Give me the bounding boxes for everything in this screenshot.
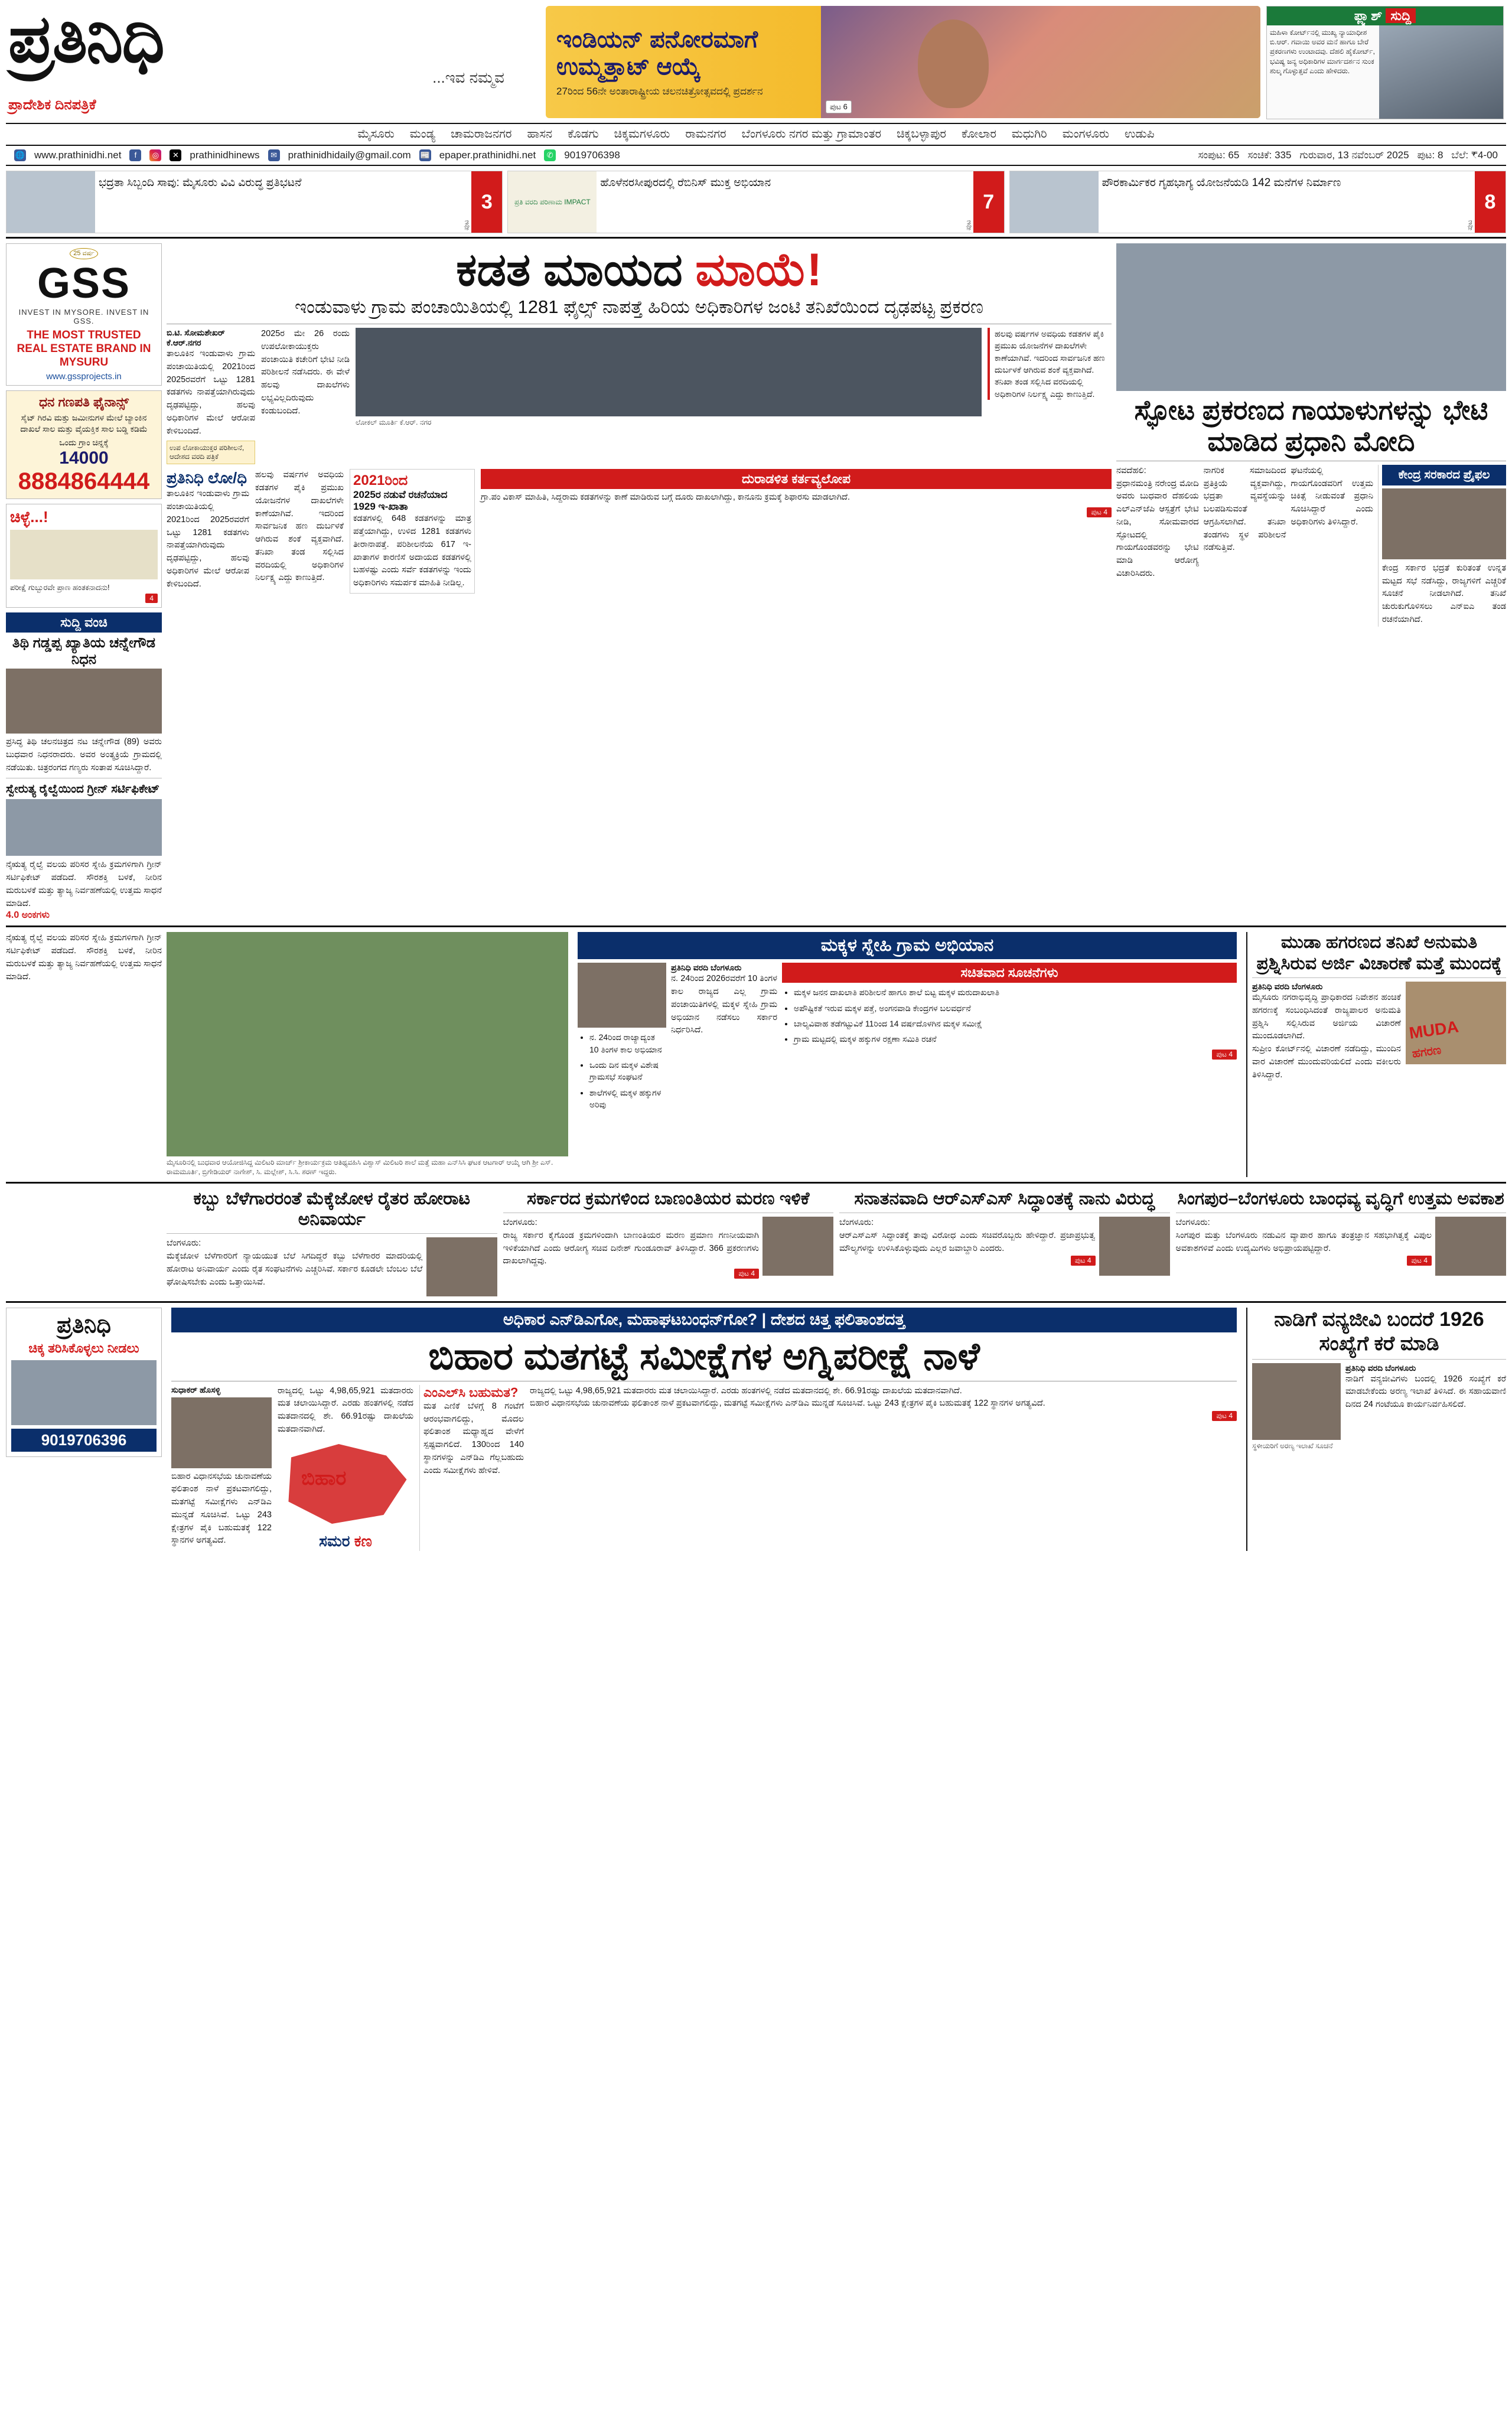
facebook-icon[interactable]: f: [129, 149, 141, 161]
teaser-item[interactable]: [6, 171, 503, 233]
gss-years-badge: 25 ವರ್ಷ: [70, 248, 98, 259]
main-content: [0, 243, 1512, 921]
story-photo: [762, 1217, 833, 1276]
makkala-official-photo: [578, 963, 666, 1028]
story-headline: ಕಬ್ಬು ಬೆಳೆಗಾರರಂತೆ ಮೆಕ್ಕೆಜೋಳ ರೈತರ ಹೋರಾಟ ಅನಿವಾರ್ಯ: [193, 1188, 471, 1230]
story-dateline: ಬೆಂಗಳೂರು:: [839, 1218, 874, 1228]
footer-ad-phone: 9019706396: [11, 1429, 157, 1452]
makkala-notice-item: • ಬಾಲ್ಯವಿವಾಹ ತಡೆಗಟ್ಟುವಿಕೆ 11ರಿಂದ 14 ವರ್ಷದೊಳಗಿನ ಮಕ್ಕಳ ಸಮೀಕ್ಷೆ: [794, 1018, 1237, 1029]
bihar-logo-sub2: ಕಣ: [354, 1531, 372, 1550]
bihar-logo-text: [301, 1467, 346, 1490]
duty-box-body: ಗ್ರಾ.ಪಂ ವಿಕಾಸ್ ಮಾಹಿತಿ, ಸಿದ್ದರಾಮ ಕಡತಗಳನ್ನು ಕಾಣೆ ಮಾಡಿರುವ ಬಗ್ಗೆ ದೂರು ದಾಖಲಾಗಿದ್ದು, ಕಾನೂನು ಕ್ರಮಕ್ಕೆ ಶಿಫಾರಸು ಮಾಡಲಾಗಿದೆ.: [481, 493, 850, 503]
lead-sidebar-note: ಉಪ ಲೋಕಾಯುಕ್ತರ ಪರಿಶೀಲನೆ, ಆದೇಶದ ವರದಿ ಪತ್ರಿಕೆ: [167, 441, 255, 464]
modi-col3: ಘಟನೆಯಲ್ಲಿ ಗಾಯಗೊಂಡವರಿಗೆ ಉತ್ತಮ ಚಿಕಿತ್ಸೆ ನೀಡುವಂತೆ ಪ್ರಧಾನಿ ಸೂಚಿಸಿದ್ದಾರೆ ಎಂದು ಅಧಿಕಾರಿಗಳು ತಿಳಿಸಿದ್ದಾರೆ.: [1291, 465, 1374, 527]
left-ad-column: [6, 243, 162, 921]
promo-photo: [821, 6, 1260, 118]
bihar-byline: ಸುಧಾಕರ್ ಹೊಸಳ್ಳಿ: [171, 1384, 221, 1394]
divider: [6, 237, 1506, 239]
bihar-page-ref[interactable]: ಪುಟ 4: [1212, 1411, 1237, 1421]
bihar-samarakana-logo: [278, 1440, 413, 1529]
bihar-body2: ರಾಜ್ಯದಲ್ಲಿ ಒಟ್ಟು 4,98,65,921 ಮತದಾರರು ಮತ ಚಲಾಯಿಸಿದ್ದಾರೆ. ಎರಡು ಹಂತಗಳಲ್ಲಿ ನಡೆದ ಮತದಾನದಲ್ಲಿ ಶೇ. 66.91ರಷ್ಟು ದಾಖಲೆಯ ಮತದಾನವಾಗಿದೆ.: [530, 1386, 962, 1396]
story-card: [167, 1188, 497, 1297]
story-photo: [1099, 1217, 1170, 1276]
lead-photo-office: [356, 328, 982, 416]
flash-label-left: ಫ್ಲ್ಯಾಶ್: [1354, 8, 1383, 23]
website-link[interactable]: www.prathinidhi.net: [34, 149, 122, 161]
four-story-row: [0, 1188, 1512, 1297]
muda-stamp-top: MUDA: [1407, 1017, 1460, 1043]
story-headline: ಸರ್ಕಾರದ ಕ್ರಮಗಳಿಂದ ಬಾಣಂತಿಯರ ಮರಣ ಇಳಿಕೆ: [527, 1188, 810, 1208]
prathinidhi-footer-ad[interactable]: [6, 1308, 162, 1456]
teaser-page-number: 8: [1475, 171, 1506, 233]
globe-icon: 🌐: [14, 149, 26, 161]
lead-story: [167, 243, 1112, 921]
finance-phone: 8884864444: [18, 468, 150, 495]
teaser-page-number: 3: [471, 171, 502, 233]
teaser-page-label: ಪುಟ: [1465, 220, 1474, 230]
makkala-bullet: • ಒಂದು ದಿನ ಮಕ್ಕಳ ವಿಶೇಷ ಗ್ರಾಮಸಭೆ ಸಂಘಟನೆ: [589, 1059, 666, 1083]
divider: [6, 1182, 1506, 1184]
section-title-suddi: ಸುದ್ದಿ ವಂಚಿ: [6, 612, 162, 633]
story-card: [503, 1188, 834, 1297]
prathinidhi-logo-inline: ಪ್ರತಿನಿಧಿ ಲೋ/ಧಿ: [167, 469, 247, 487]
muda-para2: ಸುಪ್ರೀಂ ಕೋರ್ಟ್‌ನಲ್ಲಿ ವಿಚಾರಣೆ ನಡೆದಿದ್ದು, ಮುಂದಿನ ವಾರ ವಿಚಾರಣೆ ಮುಂದುವರಿಯಲಿದೆ ಎಂದು ವಕೀಲರು ತಿಳಿಸಿದ್ದಾರೆ.: [1252, 1044, 1401, 1080]
lead-headline-part1: ಕಡತ ಮಾಯದ: [456, 243, 696, 295]
makkala-notice-item: • ಅಪೌಷ್ಟಿಕತೆ ಇರುವ ಮಕ್ಕಳ ಪತ್ತೆ, ಅಂಗನವಾಡಿ ಕೇಂದ್ರಗಳ ಬಲವರ್ಧನೆ: [794, 1002, 1237, 1014]
city-item: ಮಧುಗಿರಿ: [1011, 128, 1047, 141]
makkala-notice-item: • ಗ್ರಾಮ ಮಟ್ಟದಲ್ಲಿ ಮಕ್ಕಳ ಹಕ್ಕುಗಳ ರಕ್ಷಣಾ ಸಮಿತಿ ರಚನೆ: [794, 1033, 1237, 1045]
stat-box-title1: 2021ರಿಂದ: [353, 472, 408, 489]
gss-headline: THE MOST TRUSTED REAL ESTATE BRAND IN MYSURU: [17, 329, 151, 369]
promo-subtitle: 27ರಿಂದ 56ನೇ ಅಂತಾರಾಷ್ಟ್ರೀಯ ಚಲನಚಿತ್ರೋತ್ಸವದಲ್ಲಿ ಪ್ರದರ್ಶನ: [556, 85, 763, 97]
epaper-link[interactable]: epaper.prathinidhi.net: [439, 149, 536, 161]
story-dateline: ಬೆಂಗಳೂರು:: [167, 1239, 201, 1249]
bihar-body1: ಬಿಹಾರ ವಿಧಾನಸಭೆಯ ಚುನಾವಣೆಯ ಫಲಿತಾಂಶ ನಾಳೆ ಪ್ರಕಟವಾಗಲಿದ್ದು, ಮತಗಟ್ಟೆ ಸಮೀಕ್ಷೆಗಳು ಎನ್‌ಡಿಎ ಮುನ್ನಡೆ ಸೂಚಿಸಿವೆ. ಒಟ್ಟು 243 ಕ್ಷೇತ್ರಗಳ ಪೈಕಿ ಬಹುಮತಕ್ಕೆ 122 ಸ್ಥಾನಗಳ ಅಗತ್ಯವಿದೆ.: [171, 1471, 272, 1546]
newspaper-title: ಪ್ರತಿನಿಧಿ: [8, 2, 164, 76]
modi-para: ಪ್ರಧಾನಮಂತ್ರಿ ನರೇಂದ್ರ ಮೋದಿ ಅವರು ಬುಧವಾರ ದೆಹಲಿಯ ಎಲ್‌ಎನ್‌ಜೆಪಿ ಆಸ್ಪತ್ರೆಗೆ ಭೇಟಿ ನೀಡಿ, ಸೋಮವಾರದ ಸ್ಫೋಟದಲ್ಲಿ ಗಾಯಗೊಂಡವರನ್ನು ಭೇಟಿ ಮಾಡಿ ಆರೋಗ್ಯ ವಿಚಾರಿಸಿದರು.: [1116, 478, 1199, 578]
muda-photo: [1406, 982, 1506, 1064]
teaser-impact-stamp: [508, 171, 597, 233]
finance-title: ಧನ ಗಣಪತಿ ಫೈನಾನ್ಸ್: [38, 395, 129, 410]
footer-ad-line: ಚಿಕ್ಕ ತರಿಸಿಕೊಳ್ಳಲು ನೀಡಲು: [28, 1341, 139, 1356]
story-photo: [426, 1237, 497, 1296]
footer-ad-image: [11, 1360, 157, 1425]
story-body: ಮೆಕ್ಕೆಜೋಳ ಬೆಳೆಗಾರರಿಗೆ ನ್ಯಾಯಯುತ ಬೆಲೆ ಸಿಗದಿದ್ದರೆ ಕಬ್ಬು ಬೆಳೆಗಾರರ ಮಾದರಿಯಲ್ಲಿ ಹೋರಾಟ ಅನಿವಾರ್ಯ ಎಂದು ರೈತ ಸಂಘಟನೆಗಳು ಎಚ್ಚರಿಸಿವೆ. ಸರ್ಕಾರ ಕೂಡಲೇ ಬೆಂಬಲ ಬೆಲೆ ಘೋಷಿಸಬೇಕು ಎಂದು ಒತ್ತಾಯಿಸಿವೆ.: [167, 1252, 423, 1287]
city-item: ಕೋಲಾರ: [961, 128, 996, 141]
city-item: ಚಿಕ್ಕಮಗಳೂರು: [614, 128, 670, 141]
lead-para2: 2025ರ ಮೇ 26 ರಂದು ಉಪಲೋಕಾಯುಕ್ತರು ಪಂಚಾಯಿತಿ ಕಚೇರಿಗೆ ಭೇಟಿ ನೀಡಿ ಪರಿಶೀಲನೆ ನಡೆಸಿದರು. ಈ ವೇಳೆ ಹಲವು ದಾಖಲೆಗಳು ಲಭ್ಯವಿಲ್ಲದಿರುವುದು ಕಂಡುಬಂದಿದೆ.: [261, 329, 350, 416]
modi-story: [1116, 243, 1506, 921]
teaser-photo: [1010, 171, 1099, 233]
muda-byline: ಪ್ರತಿನಿಧಿ ವರದಿ ಬೆಂಗಳೂರು: [1252, 982, 1323, 992]
gss-subtitle: INVEST IN MYSORE. INVEST IN GSS.: [18, 308, 149, 325]
cartoon-title: ಚಿಳ್ಳೆ...!: [10, 508, 48, 526]
lead-headline: [167, 243, 1112, 295]
story-page-ref[interactable]: ಪುಟ 4: [1407, 1256, 1432, 1266]
central-govt-box-title: ಕೇಂದ್ರ ಸರಕಾರದ ಪ್ರೈಫಲ: [1382, 465, 1506, 485]
issue-label: ಸಂಚಿಕೆ: 335: [1247, 149, 1292, 161]
story-headline: ಸಿಂಗಪುರ–ಬೆಂಗಳೂರು ಬಾಂಧವ್ಯ ವೃದ್ಧಿಗೆ ಉತ್ತಮ ಅವಕಾಶ: [1177, 1188, 1504, 1208]
modi-dateline: ನವದೆಹಲಿ:: [1116, 465, 1146, 475]
story-dateline: ಬೆಂಗಳೂರು:: [1175, 1218, 1210, 1228]
flash-news-photo: [1379, 25, 1503, 119]
modi-headline: ಸ್ಫೋಟ ಪ್ರಕರಣದ ಗಾಯಾಳುಗಳನ್ನು ಭೇಟಿ ಮಾಡಿದ ಪ್ರಧಾನಿ ಮೋದಿ: [1134, 395, 1488, 457]
flash-news-header: [1267, 6, 1503, 25]
contact-strip: [6, 146, 1506, 166]
central-govt-box-text: ಕೇಂದ್ರ ಸರ್ಕಾರ ಭದ್ರತೆ ಕುರಿತಂತೆ ಉನ್ನತ ಮಟ್ಟದ ಸಭೆ ನಡೆಸಿದ್ದು, ರಾಜ್ಯಗಳಿಗೆ ಎಚ್ಚರಿಕೆ ಸೂಚನೆ ನೀಡಲಾಗಿದೆ. ತನಿಖೆ ಚುರುಕುಗೊಳಿಸಲು ಎನ್‌ಐಎ ತಂಡ ರಚನೆಯಾಗಿದೆ.: [1382, 563, 1507, 624]
wildlife-byline: ಪ್ರತಿನಿಧಿ ವರದಿ ಬೆಂಗಳೂರು: [1345, 1363, 1416, 1373]
wildlife-headline: ನಾಡಿಗೆ ವನ್ಯಜೀವಿ ಬಂದರೆ 1926 ಸಂಖ್ಯೆಗೆ ಕರೆ ಮಾಡಿ: [1274, 1308, 1484, 1355]
promo-page-badge: ಪುಟ 6: [826, 100, 852, 113]
lead-para1: ತಾಲೂಕಿನ ಇಂಡುವಾಳು ಗ್ರಾಮ ಪಂಚಾಯಿತಿಯಲ್ಲಿ 2021ರಿಂದ 2025ರವರೆಗೆ ಒಟ್ಟು 1281 ಕಡತಗಳು ನಾಪತ್ತೆಯಾಗಿರುವುದು ದೃಢಪಟ್ಟಿದ್ದು, ಹಲವು ಅಧಿಕಾರಿಗಳ ಮೇಲೆ ಆರೋಪ ಕೇಳಿಬಂದಿದೆ.: [167, 349, 255, 436]
story-page-ref[interactable]: ಪುಟ 4: [734, 1269, 759, 1279]
teaser-text: ಹೊಳೆನರಸೀಪುರದಲ್ಲಿ ರೆಬಿನಿಸ್ ಮುಕ್ತ ಅಭಿಯಾನ: [600, 177, 771, 189]
email-address[interactable]: prathinidhidaily@gmail.com: [288, 149, 411, 161]
teaser-text: ಪೌರಕಾರ್ಮಿಕರ ಗೃಹಭಾಗ್ಯ ಯೋಜನೆಯಡಿ 142 ಮನೆಗಳ ನಿರ್ಮಾಣ: [1102, 177, 1341, 189]
city-item: ಹಾಸನ: [527, 128, 553, 141]
email-icon: ✉: [268, 149, 280, 161]
x-twitter-icon[interactable]: ✕: [170, 149, 181, 161]
flash-label-right: ಸುದ್ದಿ: [1386, 8, 1416, 23]
contact-phone: 9019706398: [564, 149, 620, 161]
divider: [6, 925, 1506, 927]
teaser-page-label: ಪುಟ: [462, 220, 471, 230]
lead-pullquote: ಹಲವು ವರ್ಷಗಳ ಅವಧಿಯ ಕಡತಗಳ ಪೈಕಿ ಪ್ರಮುಖ ಯೋಜನೆಗಳ ದಾಖಲೆಗಳೇ ಕಾಣೆಯಾಗಿವೆ. ಇದರಿಂದ ಸಾರ್ವಜನಿಕ ಹಣ ದುರ್ಬಳಕೆ ಆಗಿರುವ ಶಂಕೆ ವ್ಯಕ್ತವಾಗಿದೆ. ತನಿಖಾ ತಂಡ ಸಲ್ಲಿಸಿದ ವರದಿಯಲ್ಲಿ ಅಧಿಕಾರಿಗಳ ನಿರ್ಲಕ್ಷ್ಯ ಎದ್ದು ಕಾಣುತ್ತಿದೆ.: [988, 328, 1112, 400]
newspaper-tagline: ಪ್ರಾದೇಶಿಕ ದಿನಪತ್ರಿಕೆ: [8, 97, 96, 113]
muda-text: ಮೈಸೂರು ನಗರಾಭಿವೃದ್ಧಿ ಪ್ರಾಧಿಕಾರದ ನಿವೇಶನ ಹಂಚಿಕೆ ಹಗರಣಕ್ಕೆ ಸಂಬಂಧಿಸಿದಂತೆ ರಾಜ್ಯಪಾಲರ ಅನುಮತಿ ಪ್ರಶ್ನಿಸಿ ಸಲ್ಲಿಸಿರುವ ಅರ್ಜಿಯ ವಿಚಾರಣೆ ಮುಂದೂಡಲಾಗಿದೆ.: [1252, 993, 1401, 1041]
bihar-analyst-photo: [171, 1397, 272, 1468]
ncc-photo-caption: ಮೈಸೂರಿನಲ್ಲಿ ಬುಧವಾರ ಆಯೋಜಿಸಿದ್ದ ಮಿಲಿಟರಿ ಮಾರ್ಚ್ ಶ್ರೀಕಾರ್ಯಕ್ರಮ ಆತಿಥ್ಯವಹಿಸಿ ವಿಶ್ವಾಸ್ ಮಿಲಿಟರಿ ಶಾಲೆ ಮತ್ತೆ ಮಹಾ ಎನ್‌ಸಿಸಿ ಘಟಕ ಆಟಗಾರ್ ಆಯ್ಕೆ ಆಗಿ ಶ್ರೀ ಎಸ್. ರಾಮಮೂರ್ತಿ, ಬ್ರಿಗೇಡಿಯರ್ ನಾಗೇಶ್, ಸಿ. ಮಲ್ಲೇಶ್, ಸಿ.ಸಿ. ಶರಣ್ ಇದ್ದರು.: [167, 1158, 553, 1176]
teaser-text: ಭದ್ರತಾ ಸಿಬ್ಬಂದಿ ಸಾವು: ಮೈಸೂರು ವಿವಿ ವಿರುದ್ಧ ಪ್ರತಿಭಟನೆ: [99, 177, 302, 189]
finance-amount: 14000: [59, 448, 109, 468]
price-label: ಬೆಲೆ: ₹4-00: [1451, 149, 1498, 161]
modi-hospital-photo: [1116, 243, 1506, 391]
finance-line2: ಒಂದು ಗ್ರಾಂ ಚಿನ್ನಕ್ಕೆ: [59, 438, 109, 448]
city-item: ಉಡುಪಿ: [1124, 128, 1155, 141]
wildlife-story: [1246, 1308, 1506, 1550]
makkala-notice-item: • ಮಕ್ಕಳ ಜನನ ದಾಖಲಾತಿ ಪರಿಶೀಲನೆ ಹಾಗೂ ಶಾಲೆ ಬಿಟ್ಟ ಮಕ್ಕಳ ಮರುದಾಖಲಾತಿ: [794, 986, 1237, 998]
newspaper-tagline-small: ...ಇವ ನಮ್ಮವ: [432, 69, 504, 86]
story-headline: ಸನಾತನವಾದಿ ಆರ್‌ಎಸ್‌ಎಸ್ ಸಿದ್ಧಾಂತಕ್ಕೆ ನಾನು ವಿರುದ್ಧ: [854, 1188, 1155, 1208]
bihar-headline: ಬಿಹಾರ ಮತಗಟ್ಟೆ ಸಮೀಕ್ಷೆಗಳ ಅಗ್ನಿಪರೀಕ್ಷೆ ನಾಳೆ: [428, 1335, 980, 1378]
bihar-kicker: ಅಧಿಕಾರ ಎನ್‌ಡಿಎಗೋ, ಮಹಾಘಟಬಂಧನ್‌ಗೋ? | ದೇಶದ ಚಿತ್ತ ಫಲಿತಾಂಶದತ್ತ: [171, 1308, 1237, 1332]
flash-news-text: ಮಹಿಳಾ ಕೋರ್ಟ್‌ನಲ್ಲಿ ಮುಖ್ಯ ನ್ಯಾಯಾಧೀಶ ಬಿ.ಆರ್. ಗವಾಯಿ ಅವರ ಮನೆ ಹಾಗೂ ಬೇರೆ ಪ್ರಕರಣಗಳು ಉಂಟಾದವು. ದೆಹಲಿ ಹೈಕೋರ್ಟ್, ಭವಿಷ್ಯ ಜನ್ಯ ಅಧಿಕಾರಿಗಳ ಮಾರ್ಗದರ್ಶನ ಸುಂಕ ಶುಲ್ಕ ಗೊಳ್ಳುತ್ತವೆ ಎಂದು ಹೇಳಿದರು.: [1270, 28, 1375, 75]
central-govt-photo: [1382, 488, 1506, 559]
gss-url[interactable]: www.gssprojects.in: [46, 371, 122, 382]
teaser-bar: [0, 166, 1512, 237]
city-item: ಕೊಡಗು: [568, 128, 599, 141]
city-item: ರಾಮನಗರ: [685, 128, 726, 141]
stat-box-title2: 2025ರ ನಡುವೆ ರಚನೆಯಾದ 1929 ಇ-ಖಾತಾ: [353, 489, 448, 513]
makkala-notice-title: ಸಚಿತವಾದ ಸೂಚನೆಗಳು: [782, 963, 1237, 983]
bihar-story: [167, 1308, 1241, 1550]
cartoon-ad: [6, 504, 162, 608]
bihar-body1-cont: ರಾಜ್ಯದಲ್ಲಿ ಒಟ್ಟು 4,98,65,921 ಮತದಾರರು ಮತ ಚಲಾಯಿಸಿದ್ದಾರೆ. ಎರಡು ಹಂತಗಳಲ್ಲಿ ನಡೆದ ಮತದಾನದಲ್ಲಿ ಶೇ. 66.91ರಷ್ಟು ದಾಖಲೆಯ ಮತದಾನವಾಗಿದೆ.: [278, 1386, 413, 1434]
lead-headline-highlight: ಮಾಯೆ!: [695, 243, 822, 295]
page-count: ಪುಟ: 8: [1417, 149, 1443, 161]
mid-left-filler: [6, 932, 162, 1176]
bottom-band: [0, 1308, 1512, 1550]
railway-body: ನೈಋತ್ಯ ರೈಲ್ವೆ ವಲಯ ಪರಿಸರ ಸ್ನೇಹಿ ಕ್ರಮಗಳಿಗಾಗಿ ಗ್ರೀನ್ ಸರ್ಟಿಫಿಕೇಟ್ ಪಡೆದಿದೆ. ಸೌರಶಕ್ತಿ ಬಳಕೆ, ನೀರಿನ ಮರುಬಳಕೆ ಮತ್ತು ತ್ಯಾಜ್ಯ ನಿರ್ವಹಣೆಯಲ್ಲಿ ಉತ್ತಮ ಸಾಧನೆ ಮಾಡಿದೆ.: [6, 860, 162, 908]
city-item: ಮಂಡ್ಯ: [409, 128, 436, 141]
mid-band: [0, 932, 1512, 1176]
story-card: [839, 1188, 1170, 1297]
story-dateline: ಬೆಂಗಳೂರು:: [503, 1218, 537, 1228]
story-body: ಸಿಂಗಪುರ ಮತ್ತು ಬೆಂಗಳೂರು ನಡುವಿನ ವ್ಯಾಪಾರ ಹಾಗೂ ತಂತ್ರಜ್ಞಾನ ಸಹಭಾಗಿತ್ವಕ್ಕೆ ವಿಪುಲ ಅವಕಾಶಗಳಿವೆ ಎಂದು ಉದ್ಯಮಿಗಳು ಅಭಿಪ್ರಾಯಪಟ್ಟಿದ್ದಾರೆ.: [1175, 1230, 1432, 1253]
city-item: ಚಿಕ್ಕಬಳ್ಳಾಪುರ: [897, 128, 946, 141]
modi-col2: ನಾಗರಿಕ ಸಮಾಜದಿಂದ ಪ್ರತಿಕ್ರಿಯೆ ವ್ಯಕ್ತವಾಗಿದ್ದು, ಭದ್ರತಾ ವ್ಯವಸ್ಥೆಯನ್ನು ಬಲಪಡಿಸುವಂತೆ ಆಗ್ರಹಿಸಲಾಗಿದೆ. ತನಿಖಾ ತಂಡಗಳು ಸ್ಥಳ ಪರಿಶೀಲನೆ ನಡೆಸುತ್ತಿವೆ.: [1203, 465, 1286, 553]
impact-stamp-text: ಪ್ರತಿ ವರದಿ ಪರಿಣಾಮ IMPACT: [514, 197, 591, 206]
teaser-photo: [6, 171, 95, 233]
cartoon-image: [10, 530, 158, 579]
bihar-question-title: ಎಂಎಲ್‌ಸಿ ಬಹುಮತ?: [423, 1384, 519, 1400]
social-handle[interactable]: prathinidhinews: [190, 149, 260, 161]
city-item: ಮೈಸೂರು: [357, 128, 395, 141]
makkala-story: [573, 932, 1241, 1176]
railway-photo: [6, 799, 162, 856]
footer-ad-title: ಪ್ರತಿನಿಧಿ: [57, 1313, 111, 1338]
story-card: [1176, 1188, 1507, 1297]
gss-ad[interactable]: [6, 243, 162, 386]
muda-headline: ಮುಡಾ ಹಗರಣದ ತನಿಖೆ ಅನುಮತಿ ಪ್ರಶ್ನಿಸಿರುವ ಅರ್ಜಿ ವಿಚಾರಣೆ ಮತ್ತೆ ಮುಂದಕ್ಕೆ: [1256, 933, 1502, 973]
teaser-page-number: 7: [973, 171, 1004, 233]
bihar-logo-main: ಬಿಹಾರ: [301, 1466, 347, 1490]
flash-news-box: [1266, 6, 1504, 119]
makkala-page-ref[interactable]: ಪುಟ 4: [1212, 1050, 1237, 1060]
divider: [6, 1301, 1506, 1303]
epaper-icon: 📰: [419, 149, 431, 161]
bihar-question-body: ಮತ ಎಣಿಕೆ ಬೆಳಗ್ಗೆ 8 ಗಂಟೆಗೆ ಆರಂಭವಾಗಲಿದ್ದು, ಮೊದಲ ಫಲಿತಾಂಶ ಮಧ್ಯಾಹ್ನದ ವೇಳೆಗೆ ಸ್ಪಷ್ಟವಾಗಲಿದೆ. 130ರಿಂದ 140 ಸ್ಥಾನಗಳನ್ನು ಎನ್‌ಡಿಎ ಗೆಲ್ಲಬಹುದು ಎಂದು ಸಮೀಕ್ಷೆಗಳು ಹೇಳಿವೆ.: [423, 1401, 524, 1475]
story-page-ref[interactable]: ಪುಟ 4: [1071, 1256, 1096, 1266]
publication-date: ಗುರುವಾರ, 13 ನವೆಂಬರ್ 2025: [1299, 149, 1409, 161]
makkala-banner: ಮಕ್ಕಳ ಸ್ನೇಹಿ ಗ್ರಾಮ ಅಭಿಯಾನ: [578, 932, 1237, 959]
masthead-logo-block: [8, 2, 540, 113]
lead-subhead: ಇಂಡುವಾಳು ಗ್ರಾಮ ಪಂಚಾಯಿತಿಯಲ್ಲಿ 1281 ಫೈಲ್ಸ್ ನಾಪತ್ತೆ ಹಿರಿಯ ಅಧಿಕಾರಿಗಳ ಜಂಟಿ ತನಿಖೆಯಿಂದ ದೃಢಪಟ್ಟ ಪ್ರಕರಣ: [295, 296, 983, 317]
gss-brand: GSS: [37, 260, 131, 307]
promo-banner[interactable]: [546, 6, 1260, 118]
obituary-photo: [6, 669, 162, 734]
city-item: ಬೆಂಗಳೂರು ನಗರ ಮತ್ತು ಗ್ರಾಮಾಂತರ: [741, 128, 882, 141]
muda-story: [1246, 932, 1506, 1176]
footer-ad-column: [6, 1308, 162, 1550]
story-photo: [1435, 1217, 1506, 1276]
lead-byline: ಬಿ.ಟಿ. ಸೋಮಶೇಖರ್ ಕೆ.ಆರ್.ನಗರ: [167, 328, 225, 348]
obituary-headline: ತಿಥಿ ಗಡ್ಡಪ್ಪ ಖ್ಯಾತಿಯ ಚನ್ನೇಗೌಡ ನಿಧನ: [12, 634, 156, 668]
wildlife-photo: [1252, 1363, 1341, 1440]
obituary-body: ಪ್ರಸಿದ್ಧ ತಿಥಿ ಚಲನಚಿತ್ರದ ನಟ ಚನ್ನೇಗೌಡ (89) ಅವರು ಬುಧವಾರ ನಿಧನರಾದರು. ಅವರ ಅಂತ್ಯಕ್ರಿಯೆ ಗ್ರಾಮದಲ್ಲಿ ನಡೆಯಿತು. ಚಿತ್ರರಂಗದ ಗಣ್ಯರು ಸಂತಾಪ ಸೂಚಿಸಿದ್ದಾರೆ.: [6, 737, 162, 773]
story-body: ರಾಜ್ಯ ಸರ್ಕಾರ ಕೈಗೊಂಡ ಕ್ರಮಗಳಿಂದಾಗಿ ಬಾಣಂತಿಯರ ಮರಣ ಪ್ರಮಾಣ ಗಣನೀಯವಾಗಿ ಇಳಿಕೆಯಾಗಿದೆ ಎಂದು ಆರೋಗ್ಯ ಸಚಿವ ದಿನೇಶ್ ಗುಂಡೂರಾವ್ ತಿಳಿಸಿದ್ದಾರೆ. 366 ಪ್ರಕರಣಗಳು ದಾಖಲಾಗಿದ್ದವು.: [503, 1230, 759, 1266]
cartoon-caption: ಪರೀಕ್ಷೆ ಗುಬ್ಬುರವೇ ಪ್ರಾಣ ಹಂತಕನಾದನು!: [10, 583, 110, 592]
wildlife-body: ನಾಡಿಗೆ ವನ್ಯಜೀವಿಗಳು ಬಂದಲ್ಲಿ 1926 ಸಂಖ್ಯೆಗೆ ಕರೆ ಮಾಡಬೇಕೆಂದು ಅರಣ್ಯ ಇಲಾಖೆ ತಿಳಿಸಿದೆ. ಈ ಸಹಾಯವಾಣಿ ದಿನದ 24 ಗಂಟೆಯೂ ಕಾರ್ಯನಿರ್ವಹಿಸಲಿದೆ.: [1345, 1374, 1506, 1410]
teaser-page-label: ಪುಟ: [963, 220, 972, 230]
makkala-byline: ಪ್ರತಿನಿಧಿ ವರದಿ ಬೆಂಗಳೂರು: [671, 963, 742, 973]
teaser-item[interactable]: [507, 171, 1004, 233]
promo-title: ಇಂಡಿಯನ್ ಪನೋರಮಾಗೆ ಉಮ್ಮತ್ತಾಟ್ ಆಯ್ಕೆ: [556, 26, 758, 80]
lead-page-ref[interactable]: ಪುಟ 4: [1087, 507, 1112, 517]
lead-col-b: ಹಲವು ವರ್ಷಗಳ ಅವಧಿಯ ಕಡತಗಳ ಪೈಕಿ ಪ್ರಮುಖ ಯೋಜನೆಗಳ ದಾಖಲೆಗಳೇ ಕಾಣೆಯಾಗಿವೆ. ಇದರಿಂದ ಸಾರ್ವಜನಿಕ ಹಣ ದುರ್ಬಳಕೆ ಆಗಿರುವ ಶಂಕೆ ವ್ಯಕ್ತವಾಗಿದೆ. ತನಿಖಾ ತಂಡ ಸಲ್ಲಿಸಿದ ವರದಿಯಲ್ಲಿ ಅಧಿಕಾರಿಗಳ ನಿರ್ಲಕ್ಷ್ಯ ಎದ್ದು ಕಾಣುತ್ತಿದೆ.: [255, 470, 344, 583]
makkala-bullet: • ನ. 24ರಿಂದ ರಾಜ್ಯಾದ್ಯಂತ 10 ತಿಂಗಳ ಕಾಲ ಅಭಿಯಾನ: [589, 1031, 666, 1055]
railway-score-badge: 4.0 ಅಂಕಗಳು: [6, 910, 50, 921]
bihar-body3: ಬಿಹಾರ ವಿಧಾನಸಭೆಯ ಚುನಾವಣೆಯ ಫಲಿತಾಂಶ ನಾಳೆ ಪ್ರಕಟವಾಗಲಿದ್ದು, ಮತಗಟ್ಟೆ ಸಮೀಕ್ಷೆಗಳು ಎನ್‌ಡಿಎ ಮುನ್ನಡೆ ಸೂಚಿಸಿವೆ. ಒಟ್ಟು 243 ಕ್ಷೇತ್ರಗಳ ಪೈಕಿ ಬಹುಮತಕ್ಕೆ 122 ಸ್ಥಾನಗಳ ಅಗತ್ಯವಿದೆ.: [530, 1399, 1045, 1409]
lead-photo-caption: ಲೋಕಲ್ ಮೂರ್ತಿ ಕೆ.ಆರ್. ನಗರ: [356, 418, 432, 427]
edition-city-list: [6, 123, 1506, 146]
muda-stamp-bottom: ಹಗರಣ: [1411, 1044, 1442, 1061]
makkala-para: ನ. 24ರಿಂದ 2026ರವರೆಗೆ 10 ತಿಂಗಳ ಕಾಲ ರಾಜ್ಯದ ಎಲ್ಲ ಗ್ರಾಮ ಪಂಚಾಯಿತಿಗಳಲ್ಲಿ ಮಕ್ಕಳ ಸ್ನೇಹಿ ಗ್ರಾಮ ಅಭಿಯಾನ ನಡೆಸಲು ಸರ್ಕಾರ ನಿರ್ಧರಿಸಿದೆ.: [671, 974, 777, 1035]
duty-box-title: ದುರಾಡಳಿತ ಕರ್ತವ್ಯಲೋಪ: [481, 469, 1112, 489]
stat-box-line1: ಕಡತಗಳಲ್ಲಿ 648 ಕಡತಗಳನ್ನು ಮಾತ್ರ ಪತ್ತೆಯಾಗಿದ್ದು, ಉಳಿದ 1281 ಕಡತಗಳು ತೀರಾನಾಪತ್ತೆ. ಪರಿಶೀಲನೆಯ 617 ಇ-ಖಾತಾಗಳ ಕಾರಣಿಸೆ ಅದಾಯದ ಕಡತಗಳಲ್ಲಿ ಬಹಳಷ್ಟು ಎಂದು ಸರ್ವೆ ಕಡತಗಳನ್ನು ಇಂದು ಅಧಿಕಾರಿಗಳು ಸಮರ್ಪಕ ಮಾಹಿತಿ ನೀಡಿಲ್ಲ.: [353, 514, 471, 588]
story-body: ಆರ್‌ಎಸ್‌ಎಸ್ ಸಿದ್ಧಾಂತಕ್ಕೆ ತಾವು ವಿರೋಧ ಎಂದು ಸಚಿವರೊಬ್ಬರು ಹೇಳಿದ್ದಾರೆ. ಪ್ರಜಾಪ್ರಭುತ್ವ ಮೌಲ್ಯಗಳನ್ನು ಉಳಿಸಿಕೊಳ್ಳುವುದು ಎಲ್ಲರ ಜವಾಬ್ದಾರಿ ಎಂದರು.: [839, 1230, 1096, 1253]
instagram-icon[interactable]: ◎: [149, 149, 161, 161]
left-col-continued: ನೈಋತ್ಯ ರೈಲ್ವೆ ವಲಯ ಪರಿಸರ ಸ್ನೇಹಿ ಕ್ರಮಗಳಿಗಾಗಿ ಗ್ರೀನ್ ಸರ್ಟಿಫಿಕೇಟ್ ಪಡೆದಿದೆ. ಸೌರಶಕ್ತಿ ಬಳಕೆ, ನೀರಿನ ಮರುಬಳಕೆ ಮತ್ತು ತ್ಯಾಜ್ಯ ನಿರ್ವಹಣೆಯಲ್ಲಿ ಉತ್ತಮ ಸಾಧನೆ ಮಾಡಿದೆ.: [6, 933, 162, 982]
makkala-bullet: • ಶಾಲೆಗಳಲ್ಲಿ ಮಕ್ಕಳ ಹಕ್ಕುಗಳ ಅರಿವು: [589, 1087, 666, 1111]
lead-col-a: ತಾಲೂಕಿನ ಇಂಡುವಾಳು ಗ್ರಾಮ ಪಂಚಾಯಿತಿಯಲ್ಲಿ 2021ರಿಂದ 2025ರವರೆಗೆ ಒಟ್ಟು 1281 ಕಡತಗಳು ನಾಪತ್ತೆಯಾಗಿರುವುದು ದೃಢಪಟ್ಟಿದ್ದು, ಹಲವು ಅಧಿಕಾರಿಗಳ ಮೇಲೆ ಆರೋಪ ಕೇಳಿಬಂದಿದೆ.: [167, 489, 249, 589]
finance-ad[interactable]: [6, 390, 162, 499]
masthead: [0, 0, 1512, 119]
teaser-item[interactable]: [1009, 171, 1506, 233]
railway-headline: ಸ್ವೇರುತ್ಯ ರೈಲ್ವೆಯಿಂದ ಗ್ರೀನ್ ಸರ್ಟಿಫಿಕೇಟ್: [6, 783, 160, 796]
city-item: ಮಂಗಳೂರು: [1062, 128, 1109, 141]
wildlife-photo-caption: ಸ್ಥಳೀಯರಿಗೆ ಅರಣ್ಯ ಇಲಾಖೆ ಸೂಚನೆ: [1252, 1441, 1333, 1450]
bihar-logo-sub1: ಸಮರ: [319, 1531, 350, 1550]
ncc-march-photo: [167, 932, 568, 1156]
cartoon-page-ref[interactable]: 4: [145, 594, 158, 603]
finance-body: ಸೈಟ್ ಗಿರವಿ ಮತ್ತು ಜಮೀನುಗಳ ಮೇಲೆ ಬ್ಯಾಂಕಿನ ದಾಖಲೆ ಸಾಲ ಮತ್ತು ವೈಯಕ್ತಿಕ ಸಾಲ ಬಡ್ಡಿ ಕಡಿಮೆ: [20, 413, 148, 434]
whatsapp-icon[interactable]: ✆: [544, 149, 556, 161]
row-left-spacer: [6, 1188, 162, 1297]
ncc-photo-block: [167, 932, 568, 1176]
city-item: ಚಾಮರಾಜನಗರ: [451, 128, 512, 141]
volume-label: ಸಂಪುಟ: 65: [1198, 149, 1240, 161]
